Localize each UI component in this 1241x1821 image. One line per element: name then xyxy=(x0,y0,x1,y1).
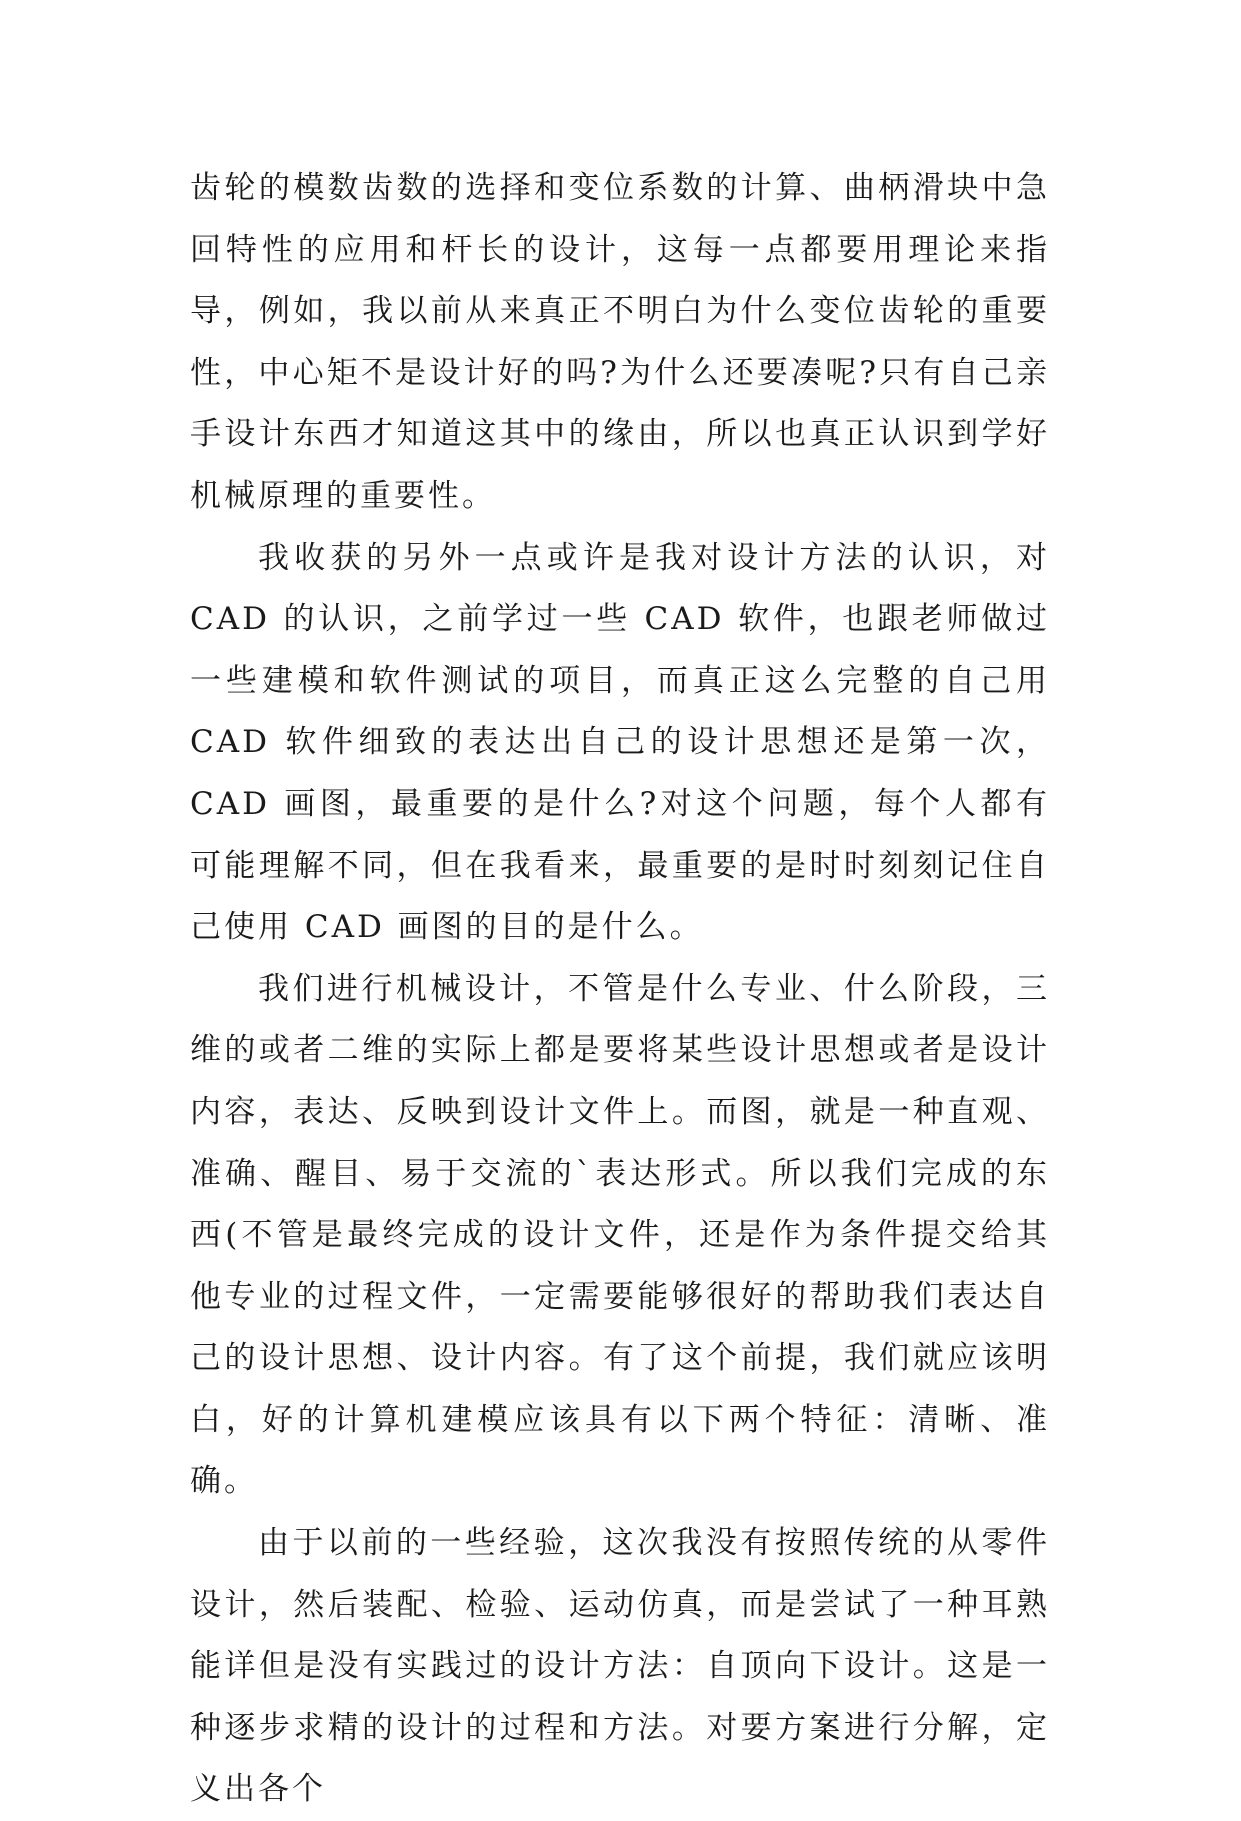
paragraph-continuation: 齿轮的模数齿数的选择和变位系数的计算、曲柄滑块中急回特性的应用和杆长的设计，这每一点都要用理论来指导，例如，我以前从来真正不明白为什么变位齿轮的重要性，中心矩不是设计好的吗?为什么还要凑呢?只有自己亲手设计东西才知道这其中的缘由，所以也真正认识到学好机械原理的重要性。 xyxy=(190,170,1050,514)
paragraph-mechanical-design: 我们进行机械设计，不管是什么专业、什么阶段，三维的或者二维的实际上都是要将某些设计思想或者是设计内容，表达、反映到设计文件上。而图，就是一种直观、准确、醒目、易于交流的`表达形式。所以我们完成的东西(不管是最终完成的设计文件，还是作为条件提交给其他专业的过程文件，一定需要能够很好的帮助我们表达自己的设计思想、设计内容。有了这个前提，我们就应该明白，好的计算机建模应该具有以下两个特征：清晰、准确。 xyxy=(190,970,1050,1500)
paragraph-cad-understanding: 我收获的另外一点或许是我对设计方法的认识，对 CAD 的认识，之前学过一些 CAD 软件，也跟老师做过一些建模和软件测试的项目，而真正这么完整的自己用 CAD 软件细致的表达出自己的设计思想还是第一次，CAD 画图，最重要的是什么?对这个问题，每个人都有可能理解不同，但在我看来，最重要的是时时刻刻记住自己使用 CAD 画图的目的是什么。 xyxy=(190,539,1050,946)
paragraph-top-down-design: 由于以前的一些经验，这次我没有按照传统的从零件设计，然后装配、检验、运动仿真，而是尝试了一种耳熟能详但是没有实践过的设计方法：自顶向下设计。这是一种逐步求精的设计的过程和方法。对要方案进行分解，定义出各个 xyxy=(190,1525,1050,1808)
document-body xyxy=(190,158,1050,1821)
